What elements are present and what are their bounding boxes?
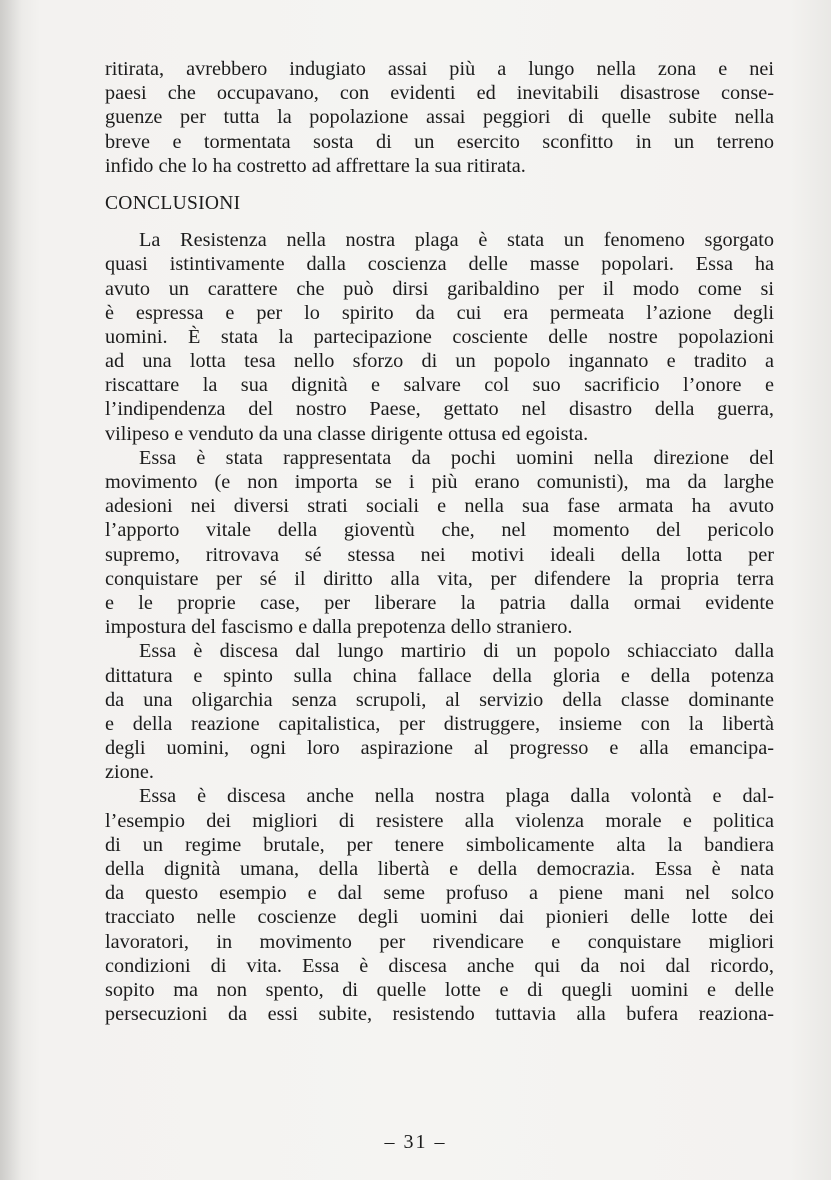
text-line: tracciato nelle coscienze degli uomini dai pionieri delle lotte dei — [105, 906, 774, 929]
text-line: conquistare per sé il diritto alla vita, per difendere la propria terra — [105, 567, 774, 590]
text-line: e della reazione capitalistica, per distruggere, insieme con la libertà — [105, 712, 774, 735]
text-line: movimento (e non importa se i più erano comunisti), ma da larghe — [105, 471, 774, 493]
text-line: sopito ma non spento, di quelle lotte e di quegli uomini e delle — [105, 978, 774, 1001]
text-line: ritirata, avrebbero indugiato assai più a lungo nella zona e nei — [105, 58, 774, 80]
text-line: condizioni di vita. Essa è discesa anche qui da noi dal ricordo, — [105, 954, 774, 977]
text-line: guenze per tutta la popolazione assai peggiori di quelle subite nella — [105, 106, 774, 129]
text-line: da una oligarchia senza scrupoli, al servizio della classe dominante — [105, 688, 774, 711]
text-line: breve e tormentata sosta di un esercito sconfitto in un terreno — [105, 130, 774, 153]
text-line: l’indipendenza del nostro Paese, gettato nel disastro della guerra, — [105, 398, 774, 421]
text-line: persecuzioni da essi subite, resistendo tuttavia alla bufera reaziona- — [105, 1003, 774, 1026]
paragraph-4 — [105, 784, 774, 1026]
text-line: vilipeso e venduto da una classe dirigente ottusa ed egoista. — [105, 422, 589, 445]
intro-paragraph — [105, 57, 774, 178]
paragraph-2 — [105, 446, 774, 640]
text-line: e le proprie case, per liberare la patria dalla ormai evidente — [105, 591, 774, 614]
text-line: supremo, ritrovava sé stessa nei motivi ideali della lotta per — [105, 543, 774, 566]
text-line: di un regime brutale, per tenere simbolicamente alta la bandiera — [105, 833, 774, 856]
spine-shadow — [0, 0, 22, 1180]
page-number: – 31 – — [384, 1131, 447, 1153]
text-line: uomini. È stata la partecipazione cosciente delle nostre popolazioni — [105, 325, 774, 348]
text-line: da questo esempio e dal seme profuso a piene mani nel solco — [105, 882, 774, 905]
text-line: della dignità umana, della libertà e della democrazia. Essa è nata — [105, 858, 774, 880]
text-line: è espressa e per lo spirito da cui era permeata l’azione degli — [105, 301, 774, 324]
text-line: avuto un carattere che può dirsi garibaldino per il modo come si — [105, 277, 774, 300]
section-heading: CONCLUSIONI — [105, 192, 241, 214]
text-line: riscattare la sua dignità e salvare col suo sacrificio l’onore e — [105, 374, 774, 397]
text-line: lavoratori, in movimento per rivendicare e conquistare migliori — [105, 930, 774, 953]
paragraph-3 — [105, 639, 774, 784]
text-line: Essa è discesa dal lungo martirio di un popolo schiacciato dalla — [139, 640, 774, 663]
text-line: quasi istintivamente dalla coscienza delle masse popolari. Essa ha — [105, 253, 774, 276]
text-line: dittatura e spinto sulla china fallace della gloria e della potenza — [105, 664, 774, 687]
text-line: adesioni nei diversi strati sociali e nella sua fase armata ha avuto — [105, 495, 774, 518]
text-line: paesi che occupavano, con evidenti ed inevitabili disastrose conse- — [105, 82, 774, 105]
text-line: Essa è stata rappresentata da pochi uomini nella direzione del — [139, 446, 774, 469]
text-line: La Resistenza nella nostra plaga è stata un fenomeno sgorgato — [139, 229, 774, 252]
text-line: ad una lotta tesa nello sforzo di un popolo ingannato e tradito a — [105, 350, 774, 373]
paragraph-1 — [105, 228, 774, 446]
text-line: l’esempio dei migliori di resistere alla violenza morale e politica — [105, 809, 774, 832]
text-line: zione. — [105, 761, 154, 784]
text-line: l’apporto vitale della gioventù che, nel momento del pericolo — [105, 519, 774, 542]
text-line: Essa è discesa anche nella nostra plaga dalla volontà e dal- — [139, 785, 774, 808]
text-line: degli uomini, ogni loro aspirazione al progresso e alla emancipa- — [105, 737, 774, 760]
text-body — [105, 57, 774, 1026]
text-line: infido che lo ha costretto ad affrettare la sua ritirata. — [105, 154, 526, 177]
text-line: impostura del fascismo e dalla prepotenza dello straniero. — [105, 616, 573, 639]
